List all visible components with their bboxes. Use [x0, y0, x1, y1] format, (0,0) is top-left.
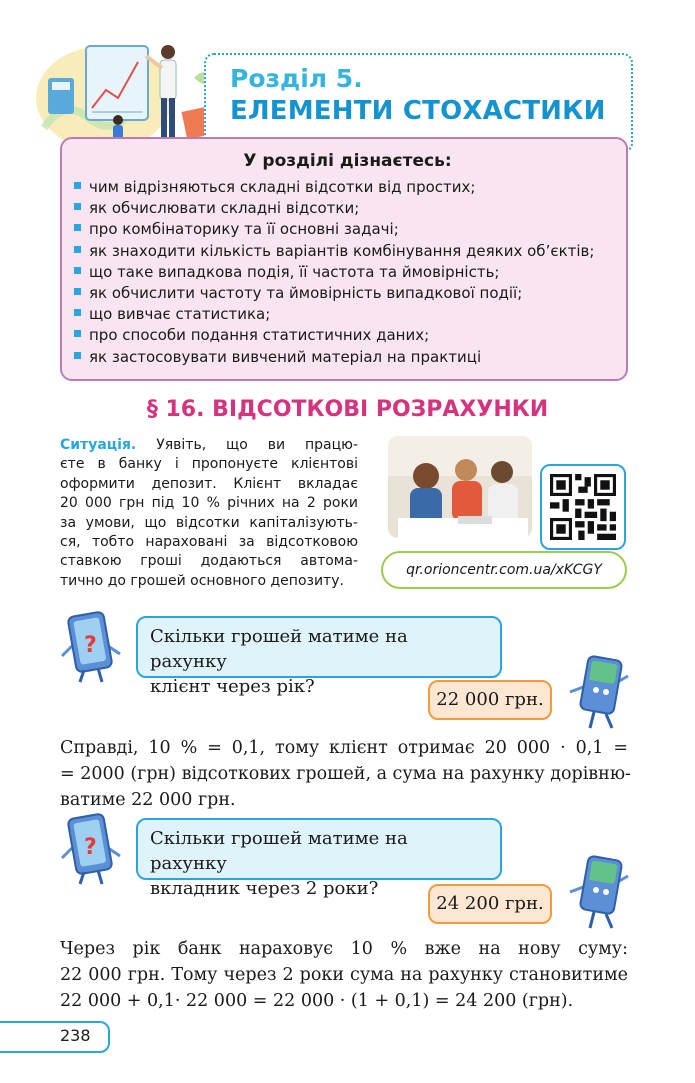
text-line: Через рік банк нараховує 10 % вже на нову суму: [60, 939, 628, 959]
bank-meeting-photo [388, 436, 532, 538]
page-number: 238 [60, 1026, 91, 1045]
question-bubble [136, 818, 502, 899]
text-line: Справді, 10 % = 0,1, тому клієнт отримає 20 000 · 0,1 = [60, 738, 628, 758]
explanation-paragraph [60, 735, 631, 813]
text-line: тично до грошей основного депозиту. [60, 572, 344, 589]
text-line: за умови, що відсотки капіталізують- [60, 514, 358, 531]
learning-goals-heading: У розділі дізнаєтесь: [243, 151, 452, 171]
answer-bubble: 22 000 грн. [428, 680, 552, 720]
answering-robot-icon [568, 652, 634, 732]
thinking-robot-icon [58, 808, 128, 888]
list-item: що вивчає статистика; [74, 304, 594, 325]
svg-text:?: ? [84, 835, 97, 860]
answer-bubble: 24 200 грн. [428, 884, 552, 924]
list-item: про способи подання статистичних даних; [74, 325, 594, 346]
qr-code-icon[interactable] [550, 474, 616, 540]
text-line: оформити депозит. Клієнт вкладає [60, 475, 358, 492]
question-line: Скільки грошей матиме на рахунку [150, 626, 408, 672]
question-line: вкладник через 2 роки? [150, 878, 379, 899]
list-item: що таке випадкова подія, її частота та ймовірність; [74, 262, 594, 283]
text-line: ся, тобто нараховані за відсотковою [60, 534, 358, 551]
list-item: як знаходити кількість варіантів комбінування деяких об’єктів; [74, 241, 594, 262]
situation-label: Ситуація. [60, 437, 137, 453]
text-line: Уявіть, що ви працю- [136, 437, 358, 453]
list-item: як обчислювати складні відсотки; [74, 198, 594, 219]
chapter-number: Розділ 5. [230, 64, 363, 93]
section-title: § 16. ВІДСОТКОВІ РОЗРАХУНКИ [146, 397, 549, 422]
text-line: = 2000 (грн) відсоткових грошей, а сума на рахунку дорівню- [60, 764, 631, 784]
learning-goals-list [74, 177, 594, 368]
question-line: клієнт через рік? [150, 676, 315, 697]
list-item: про комбінаторику та її основні задачі; [74, 219, 594, 240]
answering-robot-icon [568, 852, 634, 932]
list-item: як обчислити частоту та ймовірність випадкової події; [74, 283, 594, 304]
list-item: як застосовувати вивчений матеріал на практиці [74, 347, 594, 368]
chapter-title: ЕЛЕМЕНТИ СТОХАСТИКИ [230, 96, 606, 126]
text-line: 20 000 грн під 10 % річних на 2 роки [60, 495, 358, 512]
svg-text:?: ? [84, 633, 97, 658]
text-line: ватиме 22 000 грн. [60, 790, 236, 810]
text-line: ставкою гроші додаються автома- [60, 553, 358, 570]
list-item: чим відрізняються складні відсотки від простих; [74, 177, 594, 198]
question-bubble [136, 616, 502, 697]
text-line: 22 000 + 0,1· 22 000 = 22 000 · (1 + 0,1) = 24 200 (грн). [60, 991, 574, 1011]
page-number-frame [0, 1021, 110, 1053]
text-line: єте в банку і пропонуєте клієнтові [60, 456, 358, 473]
situation-paragraph [60, 436, 358, 591]
explanation-paragraph [60, 936, 628, 1014]
text-line: 22 000 грн. Тому через 2 роки сума на рахунку становитиме [60, 965, 628, 985]
thinking-robot-icon [58, 606, 128, 686]
question-line: Скільки грошей матиме на рахунку [150, 828, 408, 874]
qr-link[interactable]: qr.orioncentr.com.ua/xKCGY [381, 551, 627, 589]
